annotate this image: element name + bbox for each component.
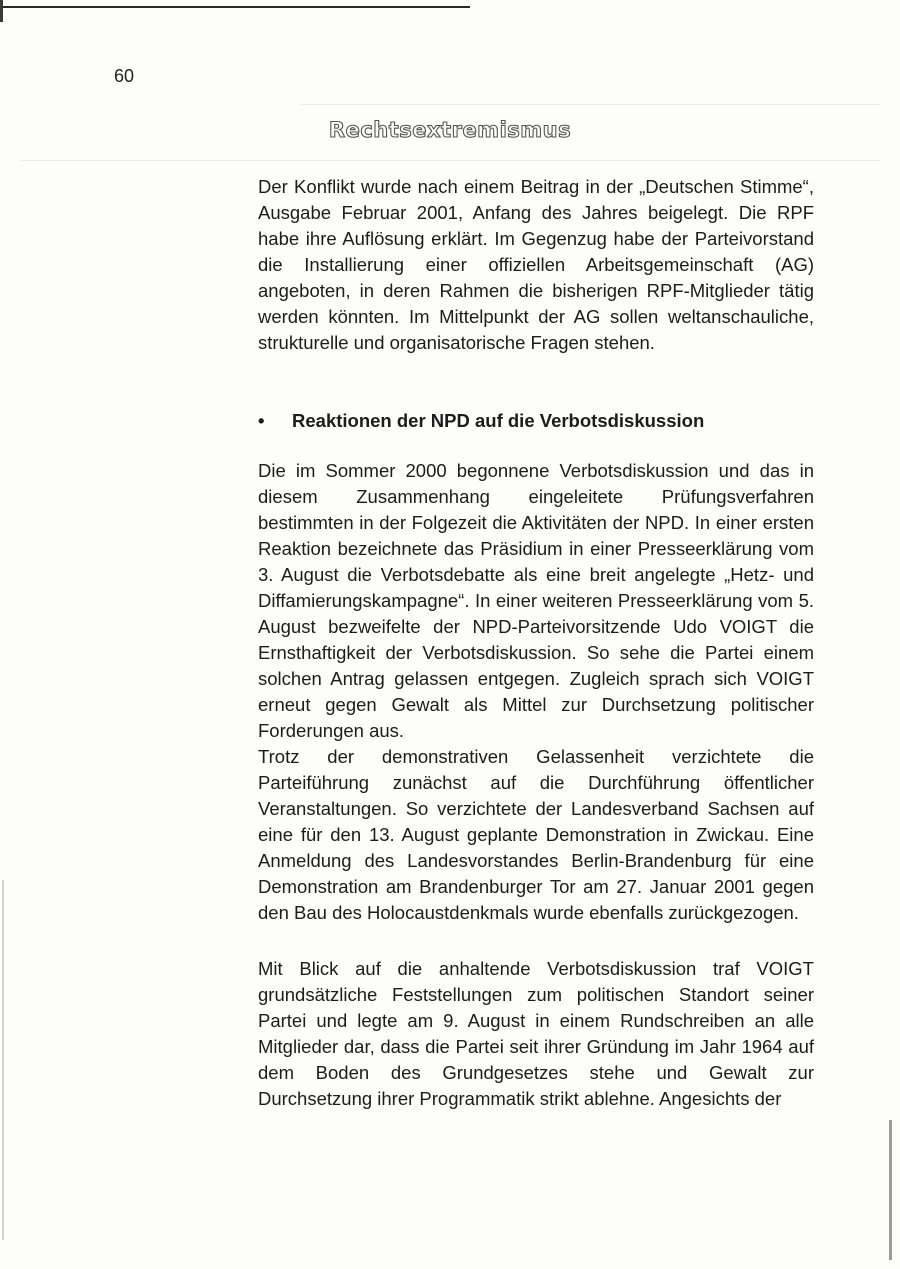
- paragraph-2: Trotz der demonstrativen Gelassenheit verzichtete die Parteiführung zunächst auf die Durchführung öffentlicher Veranstaltungen. So verzichtete der Landesverband Sachsen auf eine für den 13. August geplante Demonstration in Zwickau. Eine Anmeldung des Landesvorstandes Berlin-Brandenburg für eine Demonstration am Brandenburger Tor am 27. Januar 2001 gegen den Bau des Holocaustdenkmals wurde ebenfalls zurückgezogen.: [258, 746, 814, 923]
- section-heading: [258, 408, 814, 434]
- scan-edge-corner: [0, 0, 3, 22]
- paragraph-gap: [258, 926, 814, 956]
- paragraph-1: Die im Sommer 2000 begonnene Verbotsdiskussion und das in diesem Zusammenhang eingeleitete Prüfungsverfahren bestimmten in der Folgezeit die Aktivitäten der NPD. In einer ersten Reaktion bezeichnete das Präsidium in einer Presseerklärung vom 3. August die Verbotsdebatte als eine breit angelegte „Hetz- und Diffamierungskampagne“. In einer weiteren Presseerklärung vom 5. August bezweifelte der NPD-Parteivorsitzende Udo VOIGT die Ernsthaftigkeit der Verbotsdiskussion. So sehe die Partei einem solchen Antrag gelassen entgegen. Zugleich sprach sich VOIGT erneut gegen Gewalt als Mittel zur Durchsetzung politischer Forderungen aus.: [258, 460, 814, 741]
- running-head: Rechtsextremismus: [328, 118, 572, 142]
- header-rule-top: [300, 104, 880, 105]
- bullet-icon: •: [258, 410, 265, 431]
- scan-edge-top: [0, 6, 470, 8]
- scan-edge-right: [889, 1120, 892, 1260]
- page-number: 60: [114, 66, 135, 86]
- header-rule-bottom: [20, 160, 880, 161]
- page-body: [258, 174, 814, 1112]
- paragraph-3: Mit Blick auf die anhaltende Verbotsdiskussion traf VOIGT grundsätzliche Feststellungen zum politischen Standort seiner Partei und legte am 9. August in einem Rundschreiben an alle Mitglieder dar, dass die Partei seit ihrer Gründung im Jahr 1964 auf dem Boden des Grundgesetzes stehe und Gewalt zur Durchsetzung ihrer Programmatik strikt ablehne. Angesichts der: [258, 958, 814, 1109]
- section-title: Reaktionen der NPD auf die Verbotsdiskussion: [292, 410, 705, 431]
- scan-edge-left: [2, 880, 4, 1240]
- paragraph-intro: Der Konflikt wurde nach einem Beitrag in der „Deutschen Stimme“, Ausgabe Februar 2001, Anfang des Jahres beigelegt. Die RPF habe ihre Auflösung erklärt. Im Gegenzug habe der Parteivorstand die Installierung einer offiziellen Arbeitsgemeinschaft (AG) angeboten, in deren Rahmen die bisherigen RPF-Mitglieder tätig werden könnten. Im Mittelpunkt der AG sollen weltanschauliche, strukturelle und organisatorische Fragen stehen.: [258, 176, 814, 353]
